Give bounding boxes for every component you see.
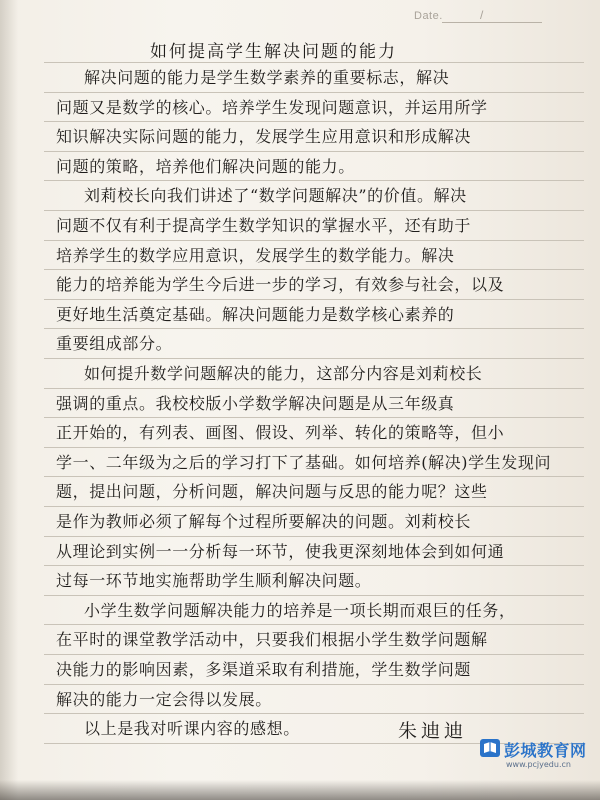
essay-line: 能力的培养能为学生今后进一步的学习，有效参与社会，以及	[56, 275, 505, 294]
ruled-line	[44, 121, 584, 122]
ruled-line	[44, 417, 584, 418]
ruled-line	[44, 506, 584, 507]
ruled-line	[44, 151, 584, 152]
essay-line: 如何提升数学问题解决的能力，这部分内容是刘莉校长	[84, 364, 483, 383]
essay-line: 更好地生活奠定基础。解决问题能力是数学核心素养的	[56, 305, 455, 324]
essay-line: 以上是我对听课内容的感想。	[84, 719, 300, 738]
essay-line: 重要组成部分。	[56, 334, 173, 353]
ruled-line	[44, 328, 584, 329]
ruled-line	[44, 299, 584, 300]
essay-line: 决能力的影响因素，多渠道采取有利措施，学生数学问题	[56, 660, 472, 679]
watermark-url: www.pcjyedu.cn	[506, 760, 571, 769]
essay-line: 在平时的课堂教学活动中，只要我们根据小学生数学问题解	[56, 630, 488, 649]
ruled-line	[44, 713, 584, 714]
ruled-line	[44, 684, 584, 685]
date-label: Date.	[414, 10, 443, 22]
ruled-line	[44, 269, 584, 270]
date-underline	[442, 22, 542, 23]
essay-line: 问题又是数学的核心。培养学生发现问题意识，并运用所学	[56, 98, 488, 117]
essay-line: 学一、二年级为之后的学习打下了基础。如何培养(解决)学生发现问	[56, 453, 552, 472]
essay-line: 强调的重点。我校校版小学数学解决问题是从三年级真	[56, 394, 455, 413]
ruled-line	[44, 536, 584, 537]
ruled-line	[44, 447, 584, 448]
ruled-line	[44, 565, 584, 566]
essay-line: 刘莉校长向我们讲述了“数学问题解决”的价值。解决	[84, 186, 467, 205]
essay-line: 问题不仅有利于提高学生数学知识的掌握水平，还有助于	[56, 216, 472, 235]
essay-line: 解决问题的能力是学生数学素养的重要标志，解决	[84, 68, 450, 87]
ruled-line	[44, 92, 584, 93]
ruled-line	[44, 624, 584, 625]
essay-line: 正开始的，有列表、画图、假设、列举、转化的策略等，但小	[56, 423, 505, 442]
watermark-name: 彭城教育网	[504, 741, 587, 760]
ruled-line	[44, 180, 584, 181]
ruled-line	[44, 240, 584, 241]
essay-line: 解决的能力一定会得以发展。	[56, 690, 272, 709]
essay-line: 小学生数学问题解决能力的培养是一项长期而艰巨的任务，	[84, 601, 516, 620]
ruled-line	[44, 476, 584, 477]
ruled-line	[44, 595, 584, 596]
date-value: /	[480, 8, 484, 22]
essay-line: 培养学生的数学应用意识，发展学生的数学能力。解决	[56, 246, 455, 265]
essay-line: 知识解决实际问题的能力，发展学生应用意识和形成解决	[56, 127, 472, 146]
ruled-line	[44, 358, 584, 359]
page-bottom-shadow	[0, 780, 600, 800]
page-gutter-shadow	[0, 0, 18, 800]
essay-line: 是作为教师必须了解每个过程所要解决的问题。刘莉校长	[56, 512, 472, 531]
site-watermark	[478, 736, 596, 784]
ruled-line	[44, 654, 584, 655]
essay-line: 问题的策略，培养他们解决问题的能力。	[56, 157, 355, 176]
essay-line: 过每一环节地实施帮助学生顺利解决问题。	[56, 571, 372, 590]
essay-title: 如何提高学生解决问题的能力	[150, 42, 397, 62]
essay-line: 题，提出问题，分析问题，解决问题与反思的能力呢？这些	[56, 482, 488, 501]
ruled-line	[44, 210, 584, 211]
author-signature: 朱迪迪	[398, 720, 468, 742]
essay-line: 从理论到实例一一分析每一环节，使我更深刻地体会到如何通	[56, 542, 505, 561]
watermark-logo-icon	[478, 736, 502, 760]
ruled-line	[44, 62, 584, 63]
ruled-line	[44, 388, 584, 389]
